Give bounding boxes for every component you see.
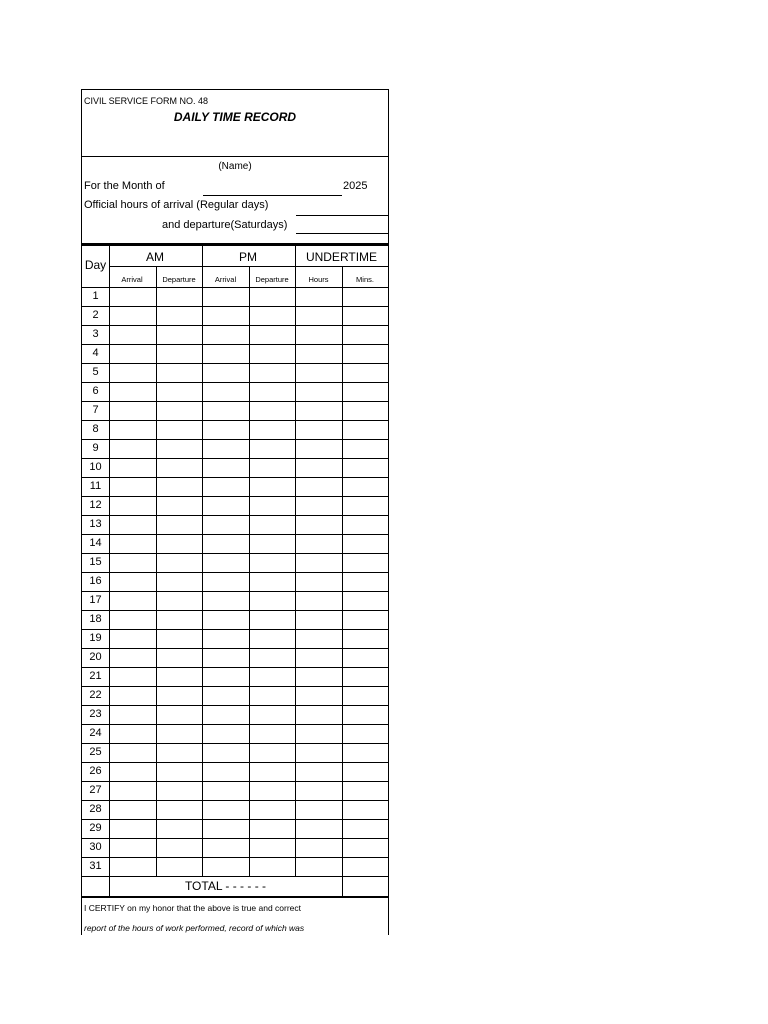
time-cell[interactable] [342,496,388,515]
day-number: 13 [89,518,102,530]
pm-arrival-header: Arrival [214,275,237,284]
time-cell[interactable] [202,363,249,382]
time-cell[interactable] [342,724,388,743]
time-cell[interactable] [156,610,202,629]
time-cell[interactable] [156,553,202,572]
official-hours-saturday-label: and departure(Saturdays) [162,219,288,231]
time-cell[interactable] [249,420,295,439]
time-cell[interactable] [202,781,249,800]
time-cell[interactable] [295,515,342,534]
time-cell[interactable] [109,382,156,401]
time-cell[interactable] [156,819,202,838]
day-number: 17 [89,594,102,606]
time-cell[interactable] [295,705,342,724]
time-cell[interactable] [202,306,249,325]
time-cell[interactable] [202,496,249,515]
time-cell[interactable] [249,648,295,667]
time-cell[interactable] [109,325,156,344]
time-cell[interactable] [295,857,342,876]
time-cell[interactable] [109,591,156,610]
time-cell[interactable] [295,743,342,762]
time-cell[interactable] [249,819,295,838]
time-cell[interactable] [109,496,156,515]
time-cell[interactable] [109,401,156,420]
time-cell[interactable] [156,724,202,743]
time-cell[interactable] [156,496,202,515]
time-cell[interactable] [202,401,249,420]
am-header: AM [146,250,164,264]
time-cell[interactable] [202,648,249,667]
time-cell[interactable] [342,420,388,439]
time-cell[interactable] [109,781,156,800]
time-cell[interactable] [295,534,342,553]
time-cell[interactable] [342,800,388,819]
time-cell[interactable] [109,705,156,724]
time-cell[interactable] [156,325,202,344]
row-line [82,876,388,877]
time-cell[interactable] [156,458,202,477]
time-cell[interactable] [156,800,202,819]
undertime-mins-header: Mins. [356,275,374,284]
time-cell[interactable] [109,344,156,363]
time-cell[interactable] [202,287,249,306]
undertime-header: UNDERTIME [305,250,378,264]
time-cell[interactable] [295,686,342,705]
time-cell[interactable] [342,686,388,705]
time-cell[interactable] [109,648,156,667]
time-cell[interactable] [109,819,156,838]
official-hours-regular-label: Official hours of arrival (Regular days) [84,199,269,211]
time-cell[interactable] [109,572,156,591]
time-cell[interactable] [249,382,295,401]
time-cell[interactable] [109,743,156,762]
time-cell[interactable] [295,762,342,781]
time-cell[interactable] [202,515,249,534]
time-cell[interactable] [249,667,295,686]
time-cell[interactable] [109,306,156,325]
day-number: 8 [92,423,99,435]
time-cell[interactable] [249,306,295,325]
time-cell[interactable] [109,363,156,382]
time-cell[interactable] [202,591,249,610]
time-cell[interactable] [202,724,249,743]
time-cell[interactable] [202,819,249,838]
time-cell[interactable] [295,838,342,857]
divider [82,156,388,157]
undertime-hours-header: Hours [308,275,329,284]
time-cell[interactable] [202,534,249,553]
time-cell[interactable] [342,743,388,762]
time-cell[interactable] [295,610,342,629]
time-cell[interactable] [249,458,295,477]
time-cell[interactable] [342,838,388,857]
day-number: 11 [89,480,102,492]
time-cell[interactable] [249,325,295,344]
time-cell[interactable] [156,686,202,705]
time-cell[interactable] [342,287,388,306]
time-cell[interactable] [342,325,388,344]
time-cell[interactable] [156,401,202,420]
time-cell[interactable] [249,401,295,420]
time-cell[interactable] [295,439,342,458]
day-number: 25 [89,746,102,758]
time-cell[interactable] [249,705,295,724]
time-cell[interactable] [156,667,202,686]
day-number: 5 [92,366,99,378]
time-cell[interactable] [295,667,342,686]
time-cell[interactable] [109,800,156,819]
day-number: 27 [89,784,102,796]
time-cell[interactable] [202,705,249,724]
am-arrival-header: Arrival [121,275,143,284]
time-cell[interactable] [342,439,388,458]
pm-departure-header: Departure [255,275,289,284]
time-cell[interactable] [249,344,295,363]
time-cell[interactable] [295,819,342,838]
time-cell[interactable] [202,325,249,344]
time-cell[interactable] [249,743,295,762]
year-value: 2025 [343,180,368,192]
time-cell[interactable] [202,610,249,629]
time-cell[interactable] [295,325,342,344]
time-cell[interactable] [156,781,202,800]
total-row-bottom [82,896,388,898]
day-number: 12 [89,499,102,511]
day-number: 3 [92,328,99,340]
time-cell[interactable] [109,458,156,477]
time-cell[interactable] [202,344,249,363]
table-top-border [82,243,388,245]
time-cell[interactable] [342,705,388,724]
time-cell[interactable] [202,743,249,762]
time-cell[interactable] [156,762,202,781]
time-cell[interactable] [295,724,342,743]
day-number: 10 [89,461,102,473]
time-cell[interactable] [249,838,295,857]
time-cell[interactable] [295,420,342,439]
time-cell[interactable] [342,382,388,401]
day-number: 1 [92,290,99,302]
time-cell[interactable] [295,572,342,591]
time-cell[interactable] [342,819,388,838]
time-cell[interactable] [202,762,249,781]
time-cell[interactable] [156,420,202,439]
time-cell[interactable] [342,648,388,667]
time-cell[interactable] [295,382,342,401]
time-cell[interactable] [109,610,156,629]
time-cell[interactable] [202,572,249,591]
time-cell[interactable] [295,591,342,610]
time-cell[interactable] [249,686,295,705]
time-cell[interactable] [109,515,156,534]
day-number: 30 [89,841,102,853]
time-cell[interactable] [295,306,342,325]
time-cell[interactable] [295,477,342,496]
time-cell[interactable] [295,401,342,420]
am-departure-header: Departure [162,275,196,284]
regular-hours-field[interactable] [296,215,388,216]
time-cell[interactable] [342,458,388,477]
time-cell[interactable] [156,439,202,458]
day-number: 22 [89,689,102,701]
day-number: 19 [89,632,102,644]
time-cell[interactable] [342,477,388,496]
day-header: Day [84,258,107,272]
day-number: 20 [89,651,102,663]
time-cell[interactable] [109,724,156,743]
day-number: 4 [92,347,99,359]
time-cell[interactable] [249,439,295,458]
day-number: 18 [89,613,102,625]
day-number: 28 [89,803,102,815]
time-cell[interactable] [249,762,295,781]
day-number: 6 [92,385,99,397]
time-cell[interactable] [342,515,388,534]
day-number: 2 [92,309,99,321]
time-cell[interactable] [249,515,295,534]
day-number: 31 [89,860,102,872]
time-cell[interactable] [109,686,156,705]
time-cell[interactable] [109,287,156,306]
day-number: 21 [89,670,102,682]
day-number: 9 [92,442,99,454]
time-cell[interactable] [295,458,342,477]
time-cell[interactable] [202,629,249,648]
time-cell[interactable] [156,344,202,363]
time-cell[interactable] [342,667,388,686]
time-cell[interactable] [342,781,388,800]
time-cell[interactable] [342,363,388,382]
time-cell[interactable] [109,534,156,553]
time-cell[interactable] [342,306,388,325]
time-cell[interactable] [156,629,202,648]
time-cell[interactable] [202,800,249,819]
time-cell[interactable] [295,363,342,382]
time-cell[interactable] [249,629,295,648]
time-cell[interactable] [202,439,249,458]
time-cell[interactable] [342,344,388,363]
time-cell[interactable] [249,572,295,591]
time-cell[interactable] [342,572,388,591]
time-cell[interactable] [156,648,202,667]
time-cell[interactable] [202,420,249,439]
time-cell[interactable] [156,534,202,553]
time-cell[interactable] [295,648,342,667]
day-number: 15 [89,556,102,568]
time-cell[interactable] [249,477,295,496]
time-cell[interactable] [249,781,295,800]
form-number: CIVIL SERVICE FORM NO. 48 [84,96,209,106]
time-cell[interactable] [109,838,156,857]
time-cell[interactable] [109,420,156,439]
time-cell[interactable] [156,743,202,762]
time-cell[interactable] [342,762,388,781]
time-cell[interactable] [202,838,249,857]
time-cell[interactable] [156,591,202,610]
day-number: 7 [92,404,99,416]
time-cell[interactable] [156,382,202,401]
time-cell[interactable] [295,287,342,306]
day-number: 29 [89,822,102,834]
time-cell[interactable] [109,762,156,781]
time-cell[interactable] [249,534,295,553]
time-cell[interactable] [249,553,295,572]
time-cell[interactable] [156,287,202,306]
day-number: 14 [89,537,102,549]
time-cell[interactable] [109,439,156,458]
time-cell[interactable] [249,363,295,382]
time-cell[interactable] [342,610,388,629]
time-cell[interactable] [342,534,388,553]
daily-time-record-form [81,89,389,935]
time-cell[interactable] [156,306,202,325]
name-label: (Name) [218,161,252,172]
divider [82,245,388,246]
day-number: 16 [89,575,102,587]
time-cell[interactable] [295,344,342,363]
time-cell[interactable] [342,857,388,876]
time-cell[interactable] [156,477,202,496]
month-label: For the Month of [84,180,165,192]
form-title: DAILY TIME RECORD [173,110,297,124]
month-field[interactable] [203,195,342,196]
time-cell[interactable] [249,724,295,743]
certification-line-2: report of the hours of work performed, record of which was [84,923,305,933]
time-cell[interactable] [156,838,202,857]
total-label: TOTAL - - - - - - [184,879,267,893]
day-number: 24 [89,727,102,739]
time-cell[interactable] [249,287,295,306]
time-cell[interactable] [342,401,388,420]
time-cell[interactable] [202,477,249,496]
time-cell[interactable] [156,515,202,534]
time-cell[interactable] [342,553,388,572]
time-cell[interactable] [109,857,156,876]
column-line-total [342,876,343,896]
pm-header: PM [239,250,257,264]
time-cell[interactable] [156,363,202,382]
time-cell[interactable] [202,667,249,686]
time-cell[interactable] [202,553,249,572]
time-cell[interactable] [249,800,295,819]
time-cell[interactable] [249,610,295,629]
time-cell[interactable] [249,591,295,610]
time-cell[interactable] [249,857,295,876]
time-cell[interactable] [342,629,388,648]
time-cell[interactable] [109,477,156,496]
time-cell[interactable] [202,857,249,876]
time-cell[interactable] [249,496,295,515]
time-cell[interactable] [156,705,202,724]
time-cell[interactable] [156,857,202,876]
day-number: 26 [89,765,102,777]
certification-line-1: I CERTIFY on my honor that the above is true and correct [84,903,302,913]
time-cell[interactable] [295,629,342,648]
day-number: 23 [89,708,102,720]
time-cell[interactable] [295,800,342,819]
time-cell[interactable] [109,553,156,572]
saturday-hours-field[interactable] [296,233,388,234]
time-cell[interactable] [109,667,156,686]
time-cell[interactable] [295,553,342,572]
time-cell[interactable] [202,686,249,705]
time-cell[interactable] [202,382,249,401]
time-cell[interactable] [342,591,388,610]
time-cell[interactable] [202,458,249,477]
time-cell[interactable] [109,629,156,648]
time-cell[interactable] [295,496,342,515]
time-cell[interactable] [295,781,342,800]
time-cell[interactable] [156,572,202,591]
